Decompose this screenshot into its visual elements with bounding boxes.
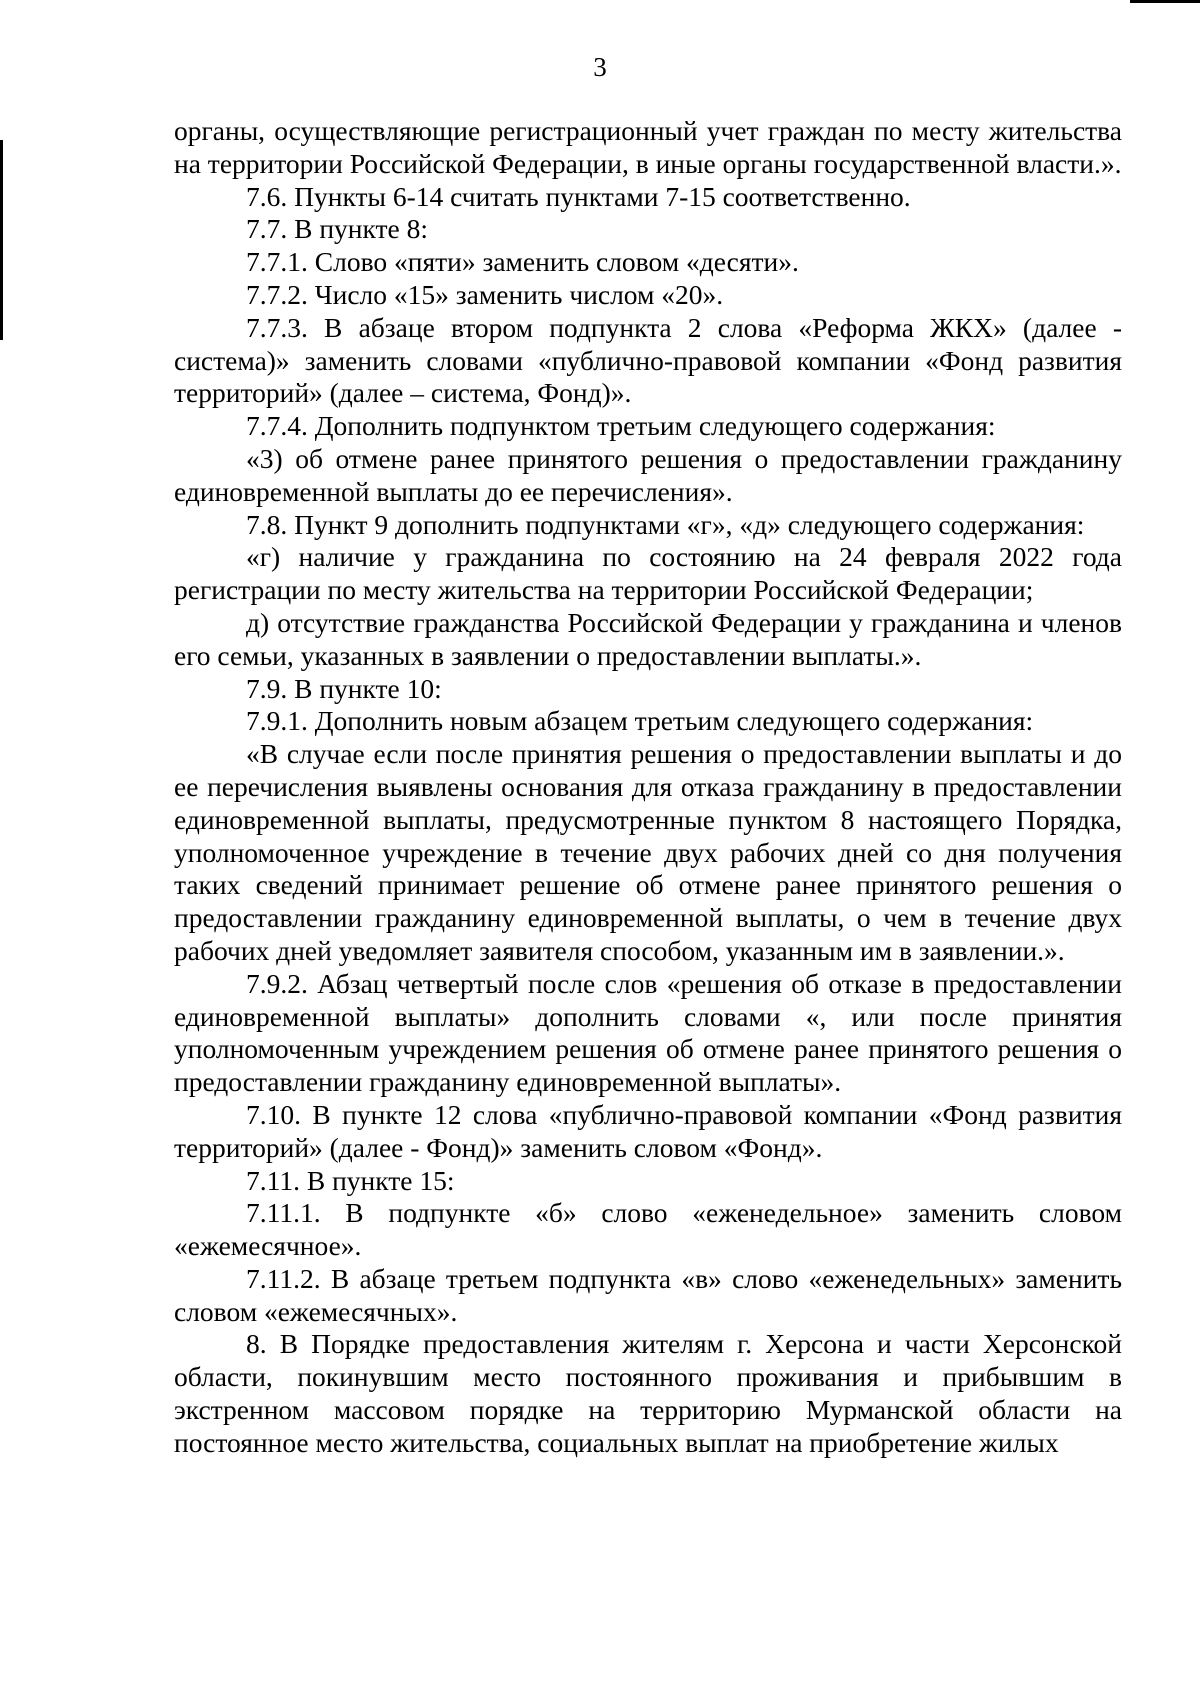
paragraph: 7.6. Пункты 6-14 считать пунктами 7-15 соответственно. [246, 180, 911, 212]
paragraph: 7.7.1. Слово «пяти» заменить словом «десяти». [246, 246, 799, 278]
document-body [174, 115, 1122, 1460]
paragraph: 7.8. Пункт 9 дополнить подпунктами «г», «д» следующего содержания: [246, 508, 1085, 540]
page-number: 3 [593, 52, 607, 82]
paragraph: 7.7.4. Дополнить подпунктом третьим следующего содержания: [246, 410, 996, 442]
paragraph: 7.9.2. Абзац четвертый после слов «решения об отказе в предоставлении единовременной выплаты» дополнить словами «, или после принятия уполномоченным учреждением решения об отмене ранее принятого решения о предоставлении гражданину единовременной выплаты». [174, 967, 1122, 1098]
scan-edge-mark-left [0, 140, 3, 340]
paragraph: 7.9.1. Дополнить новым абзацем третьим следующего содержания: [246, 705, 1034, 737]
paragraph: 7.9. В пункте 10: [246, 672, 442, 704]
paragraph: 7.11. В пункте 15: [246, 1164, 455, 1196]
paragraph: д) отсутствие гражданства Российской Федерации у гражданина и членов его семьи, указанных в заявлении о предоставлении выплаты.». [174, 606, 1122, 671]
paragraph: 7.11.2. В абзаце третьем подпункта «в» слово «еженедельных» заменить словом «ежемесячных». [174, 1262, 1122, 1327]
paragraph: 7.11.1. В подпункте «б» слово «еженедельное» заменить словом «ежемесячное». [174, 1197, 1122, 1262]
paragraph: органы, осуществляющие регистрационный учет граждан по месту жительства на территории Российской Федерации, в иные органы государственной власти.». [174, 115, 1122, 179]
paragraph: 7.7.3. В абзаце втором подпункта 2 слова «Реформа ЖКХ» (далее - система)» заменить словами «публично-правовой компании «Фонд развития территорий» (далее – система, Фонд)». [174, 311, 1122, 409]
paragraph: 7.10. В пункте 12 слова «публично-правовой компании «Фонд развития территорий» (далее - Фонд)» заменить словом «Фонд». [174, 1098, 1122, 1163]
paragraph: 7.7.2. Число «15» заменить числом «20». [246, 278, 724, 310]
paragraph: «г) наличие у гражданина по состоянию на 24 февраля 2022 года регистрации по месту жительства на территории Российской Федерации; [174, 541, 1122, 606]
paragraph: 7.7. В пункте 8: [246, 213, 429, 245]
scan-edge-mark-top-right [1130, 0, 1200, 3]
paragraph: «В случае если после принятия решения о предоставлении выплаты и до ее перечисления выявлены основания для отказа гражданину в предоставлении единовременной выплаты, предусмотренные пунктом 8 настоящего Порядка, уполномоченное учреждение в течение двух рабочих дней со дня получения таких сведений принимает решение об отмене ранее принятого решения о предоставлении гражданину единовременной выплаты, о чем в течение двух рабочих дней уведомляет заявителя способом, указанным им в заявлении.». [174, 738, 1122, 966]
paragraph: «3) об отмене ранее принятого решения о предоставлении гражданину единовременной выплаты до ее перечисления». [174, 442, 1122, 507]
paragraph: 8. В Порядке предоставления жителям г. Херсона и части Херсонской области, покинувшим место постоянного проживания и прибывшим в экстренном массовом порядке на территорию Мурманской области на постоянное место жительства, социальных выплат на приобретение жилых [174, 1328, 1122, 1458]
